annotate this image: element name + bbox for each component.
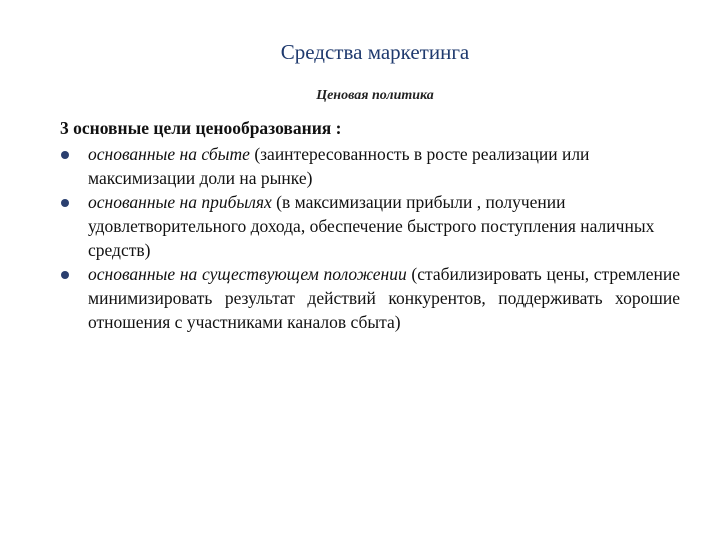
slide-content (60, 116, 680, 334)
slide-title: Средства маркетинга (280, 40, 470, 64)
bullet-lead: основанные на прибылях (88, 192, 272, 212)
bullet-text: (в максимизации прибыли , получении удовлетворительного дохода, обеспечение быстрого поступления наличных средств) (88, 192, 655, 260)
bullet-lead: основанные на сбыте (88, 144, 250, 164)
bullet-dot-icon (61, 151, 69, 159)
bullet-dot-icon (61, 199, 69, 207)
bullet-text: (заинтересованность в росте реализации или максимизации доли на рынке) (88, 144, 590, 188)
section-heading: 3 основные цели ценообразования : (60, 118, 342, 138)
bullet-item-status-quo (60, 262, 680, 334)
bullet-list (60, 142, 680, 334)
bullet-item-sales (60, 142, 680, 190)
bullet-item-profit (60, 190, 680, 262)
bullet-lead: основанные на существующем положении (88, 264, 407, 284)
bullet-text: (стабилизировать цены, стремление минимизировать результат действий конкурентов, поддерживать хорошие отношения с участниками каналов сбыта) (88, 264, 680, 332)
slide-subtitle: Ценовая политика (316, 88, 434, 103)
bullet-dot-icon (61, 271, 69, 279)
